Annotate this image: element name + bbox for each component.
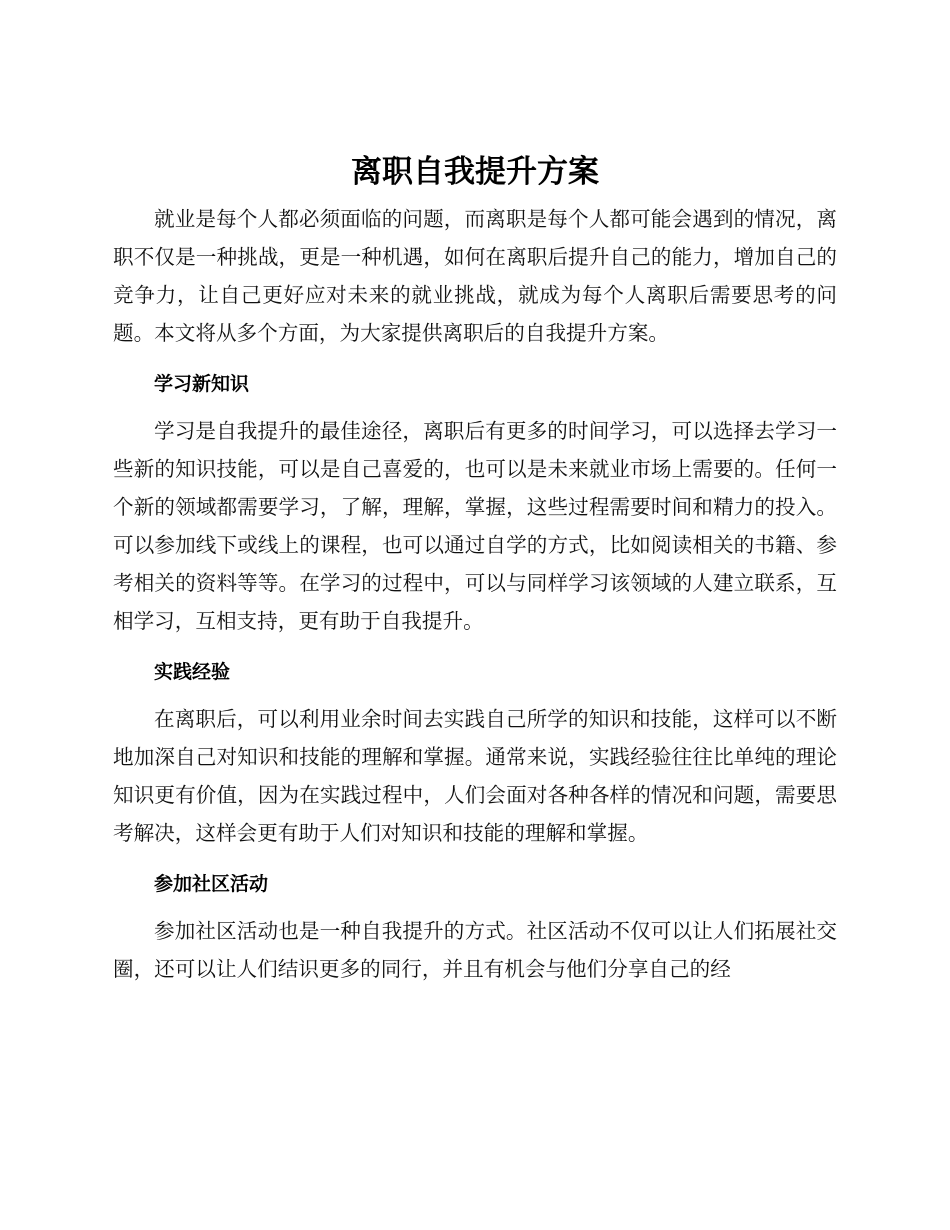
section-body-learning: 学习是自我提升的最佳途径，离职后有更多的时间学习，可以选择去学习一些新的知识技能，可以是自己喜爱的，也可以是未来就业市场上需要的。任何一个新的领域都需要学习，了解，理解，掌握，这些过程需要时间和精力的投入。可以参加线下或线上的课程，也可以通过自学的方式，比如阅读相关的书籍、参考相关的资料等等。在学习的过程中，可以与同样学习该领域的人建立联系，互相学习，互相支持，更有助于自我提升。 — [113, 419, 837, 633]
section-body-practice: 在离职后，可以利用业余时间去实践自己所学的知识和技能，这样可以不断地加深自己对知识和技能的理解和掌握。通常来说，实践经验往往比单纯的理论知识更有价值，因为在实践过程中，人们会面对各种各样的情况和问题，需要思考解决，这样会更有助于人们对知识和技能的理解和掌握。 — [113, 707, 837, 845]
document-body — [113, 200, 837, 988]
section-heading-learning: 学习新知识 — [154, 373, 250, 395]
section-heading-community: 参加社区活动 — [154, 873, 269, 895]
section-heading-practice: 实践经验 — [154, 661, 231, 683]
intro-paragraph: 就业是每个人都必须面临的问题，而离职是每个人都可能会遇到的情况，离职不仅是一种挑战，更是一种机遇，如何在离职后提升自己的能力，增加自己的竞争力，让自己更好应对未来的就业挑战，就成为每个人离职后需要思考的问题。本文将从多个方面，为大家提供离职后的自我提升方案。 — [113, 207, 837, 345]
section-body-community: 参加社区活动也是一种自我提升的方式。社区活动不仅可以让人们拓展社交圈，还可以让人们结识更多的同行，并且有机会与他们分享自己的经 — [113, 919, 837, 981]
document-title: 离职自我提升方案 — [351, 154, 599, 190]
